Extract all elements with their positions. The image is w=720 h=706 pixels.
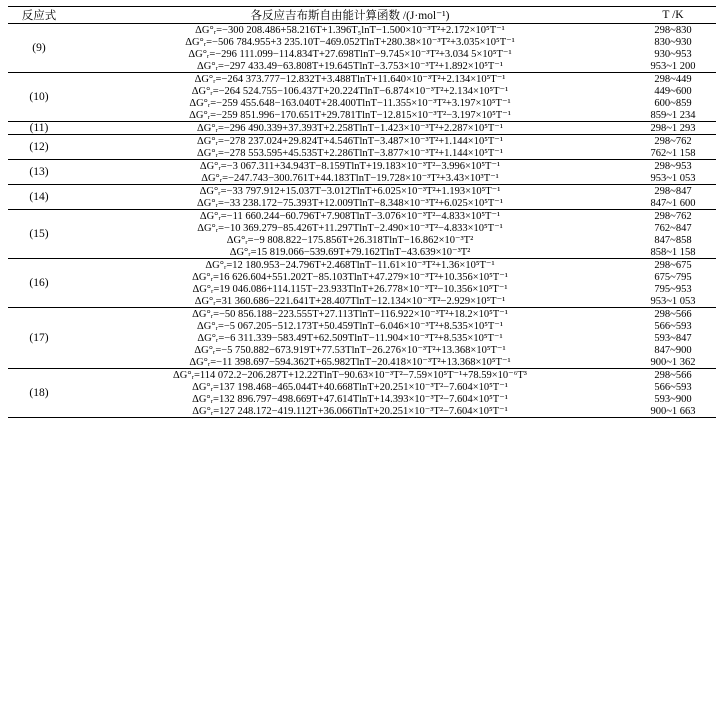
temperature-range: 675~795 [654, 271, 692, 283]
table-row [8, 85, 716, 97]
gibbs-function-expression: ΔG°ᵣ=−264 373.777−12.832T+3.488TlnT+11.640×10⁻³T²+2.134×10⁵T⁻¹ [194, 74, 506, 85]
gibbs-function-expression: ΔG°ᵣ=−259 455.648−163.040T+28.400TlnT−11.355×10⁻³T²+3.197×10⁵T⁻¹ [189, 98, 511, 109]
table-row [8, 109, 716, 122]
gibbs-function-expression: ΔG°ᵣ=127 248.172−419.112T+36.066TlnT+20.251×10⁻³T²−7.604×10⁵T⁻¹ [192, 406, 508, 417]
gibbs-function-expression: ΔG°ᵣ=19 046.086+114.115T−23.933TlnT+26.778×10⁻³T²−10.356×10⁵T⁻¹ [192, 284, 508, 295]
table-row [8, 24, 716, 37]
table-row [8, 185, 716, 198]
column-header-temperature: T /K [630, 7, 716, 24]
temperature-range: 858~1 158 [650, 246, 696, 258]
temperature-range: 900~1 362 [650, 356, 696, 368]
gibbs-function-expression: ΔG°ᵣ=114 072.2−206.287T+12.22TlnT−90.63×10⁻³T²−7.59×10⁵T⁻¹+78.59×10⁻⁶T³ [173, 370, 527, 381]
table-row [8, 97, 716, 109]
gibbs-function-expression: ΔG°ᵣ=−506 784.955+3 235.10T−469.052TlnT+280.38×10⁻³T²+3.035×10⁵T⁻¹ [185, 37, 515, 48]
temperature-range: 298~566 [654, 369, 692, 381]
temperature-range: 847~858 [654, 234, 692, 246]
temperature-range: 449~600 [654, 85, 692, 97]
table-row [8, 172, 716, 185]
reaction-number: (11) [29, 122, 49, 134]
gibbs-function-expression: ΔG°ᵣ=−296 490.339+37.393T+2.258TlnT−1.423×10⁻³T²+2.287×10⁵T⁻¹ [197, 123, 503, 134]
gibbs-function-expression: ΔG°ᵣ=−3 067.311+34.943T−8.159TlnT+19.183×10⁻³T²−3.996×10⁵T⁻¹ [199, 161, 501, 172]
gibbs-function-expression: ΔG°ᵣ=−247.743−300.761T+44.183TlnT−19.728×10⁻³T²+3.43×10³T⁻¹ [201, 173, 499, 184]
temperature-range: 593~900 [654, 393, 692, 405]
table-row [8, 222, 716, 234]
gibbs-function-expression: ΔG°ᵣ=16 626.604+551.202T−85.103TlnT+47.279×10⁻³T²+10.356×10⁵T⁻¹ [192, 272, 508, 283]
table-row [8, 147, 716, 160]
column-header-reaction: 反应式 [8, 7, 70, 24]
table-row [8, 135, 716, 148]
table-row [8, 344, 716, 356]
gibbs-function-expression: ΔG°ᵣ=−300 208.486+58.216T+1.396T₅lnT−1.500×10⁻³T²+2.172×10⁵T⁻¹ [195, 25, 505, 36]
temperature-range: 847~1 600 [650, 197, 696, 209]
table-row [8, 197, 716, 210]
temperature-range: 762~1 158 [650, 147, 696, 159]
temperature-range: 566~593 [654, 320, 692, 332]
gibbs-function-expression: ΔG°ᵣ=15 819.066−539.69T+79.162TlnT−43.639×10⁻³T² [229, 247, 471, 258]
temperature-range: 900~1 663 [650, 405, 696, 417]
temperature-range: 566~593 [654, 381, 692, 393]
reaction-number: (10) [29, 91, 49, 103]
table-row [8, 381, 716, 393]
gibbs-function-expression: ΔG°ᵣ=−10 369.279−85.426T+11.297TlnT−2.490×10⁻³T²−4.833×10⁵T⁻¹ [197, 223, 503, 234]
table-row [8, 369, 716, 382]
gibbs-function-expression: ΔG°ᵣ=−11 660.244−60.796T+7.908TlnT−3.076×10⁻³T²−4.833×10⁵T⁻¹ [199, 211, 501, 222]
table-row [8, 234, 716, 246]
table-row [8, 283, 716, 295]
table-row [8, 122, 716, 135]
table-row [8, 48, 716, 60]
temperature-range: 847~900 [654, 344, 692, 356]
gibbs-function-expression: ΔG°ᵣ=12 180.953−24.796T+2.468TlnT−11.61×10⁻³T²+1.36×10⁵T⁻¹ [205, 260, 495, 271]
table-row [8, 73, 716, 86]
table-row [8, 320, 716, 332]
temperature-range: 298~847 [654, 185, 692, 197]
gibbs-function-expression: ΔG°ᵣ=−33 238.172−75.393T+12.009TlnT−8.348×10⁻³T²+6.025×10⁵T⁻¹ [197, 198, 503, 209]
table-row [8, 405, 716, 418]
temperature-range: 830~930 [654, 36, 692, 48]
temperature-range: 298~449 [654, 73, 692, 85]
reaction-number: (16) [29, 277, 49, 289]
table-row [8, 210, 716, 223]
table-header [8, 7, 716, 24]
temperature-range: 298~566 [654, 308, 692, 320]
table-row [8, 259, 716, 272]
table-row [8, 332, 716, 344]
reaction-number: (18) [29, 387, 49, 399]
table-header-row [8, 7, 716, 24]
table-row [8, 295, 716, 308]
temperature-range: 298~830 [654, 24, 692, 36]
gibbs-function-expression: ΔG°ᵣ=31 360.686−221.641T+28.407TlnT−12.134×10⁻³T²−2.929×10⁵T⁻¹ [194, 296, 506, 307]
gibbs-function-expression: ΔG°ᵣ=−9 808.822−175.856T+26.318TlnT−16.862×10⁻³T² [226, 235, 474, 246]
table-row [8, 246, 716, 259]
temperature-range: 859~1 234 [650, 109, 696, 121]
temperature-range: 953~1 200 [650, 60, 696, 72]
reaction-number: (13) [29, 166, 49, 178]
table-row [8, 308, 716, 321]
gibbs-function-expression: ΔG°ᵣ=−5 067.205−512.173T+50.459TlnT−6.046×10⁻³T²+8.535×10⁵T⁻¹ [197, 321, 503, 332]
temperature-range: 795~953 [654, 283, 692, 295]
table-row [8, 356, 716, 369]
gibbs-function-expression: ΔG°ᵣ=−11 398.697−594.362T+65.982TlnT−20.418×10⁻³T²+13.368×10⁵T⁻¹ [189, 357, 511, 368]
column-header-function: 各反应吉布斯自由能计算函数 /(J·mol⁻¹) [70, 7, 630, 24]
gibbs-function-expression: ΔG°ᵣ=−297 433.49−63.808T+19.645TlnT−3.753×10⁻³T²+1.892×10⁵T⁻¹ [197, 61, 503, 72]
temperature-range: 298~762 [654, 210, 692, 222]
gibbs-function-expression: ΔG°ᵣ=−33 797.912+15.037T−3.012TlnT+6.025×10⁻³T²+1.193×10⁵T⁻¹ [199, 186, 501, 197]
temperature-range: 953~1 053 [650, 295, 696, 307]
gibbs-function-expression: ΔG°ᵣ=−278 553.595+45.535T+2.286TlnT−3.877×10⁻³T²+1.144×10⁵T⁻¹ [197, 148, 503, 159]
gibbs-function-expression: ΔG°ᵣ=−259 851.996−170.651T+29.781TlnT−12.815×10⁻³T²−3.197×10⁵T⁻¹ [189, 110, 511, 121]
gibbs-function-expression: ΔG°ᵣ=−5 750.882−673.919T+77.53TlnT−26.276×10⁻³T²+13.368×10⁵T⁻¹ [194, 345, 506, 356]
table-row [8, 60, 716, 73]
temperature-range: 298~953 [654, 160, 692, 172]
temperature-range: 298~675 [654, 259, 692, 271]
temperature-range: 593~847 [654, 332, 692, 344]
gibbs-function-expression: ΔG°ᵣ=−50 856.188−223.555T+27.113TlnT−116.922×10⁻³T²+18.2×10⁵T⁻¹ [192, 309, 508, 320]
temperature-range: 298~762 [654, 135, 692, 147]
table-body [8, 24, 716, 418]
table-row [8, 393, 716, 405]
reaction-number: (12) [29, 141, 49, 153]
temperature-range: 600~859 [654, 97, 692, 109]
table-row [8, 271, 716, 283]
reaction-number: (9) [32, 42, 46, 54]
temperature-range: 953~1 053 [650, 172, 696, 184]
table-row [8, 36, 716, 48]
table-row [8, 160, 716, 173]
temperature-range: 930~953 [654, 48, 692, 60]
gibbs-function-expression: ΔG°ᵣ=137 198.468−465.044T+40.668TlnT+20.251×10⁻³T²−7.604×10⁵T⁻¹ [192, 382, 508, 393]
gibbs-function-expression: ΔG°ᵣ=−296 111.099−114.834T+27.698TlnT−9.745×10⁻³T²+3.034 5×10⁵T⁻¹ [188, 49, 512, 60]
temperature-range: 762~847 [654, 222, 692, 234]
gibbs-functions-table [8, 6, 716, 418]
temperature-range: 298~1 293 [650, 122, 696, 134]
gibbs-function-expression: ΔG°ᵣ=132 896.797−498.669T+47.614TlnT+14.393×10⁻³T²−7.604×10⁵T⁻¹ [192, 394, 508, 405]
reaction-number: (17) [29, 332, 49, 344]
gibbs-function-expression: ΔG°ᵣ=−264 524.755−106.437T+20.224TlnT−6.874×10⁻³T²+2.134×10⁵T⁻¹ [191, 86, 509, 97]
gibbs-function-expression: ΔG°ᵣ=−6 311.339−583.49T+62.509TlnT−11.904×10⁻³T²+8.535×10⁵T⁻¹ [197, 333, 503, 344]
gibbs-function-expression: ΔG°ᵣ=−278 237.024+29.824T+4.546TlnT−3.487×10⁻³T²+1.144×10⁵T⁻¹ [197, 136, 503, 147]
reaction-number: (14) [29, 191, 49, 203]
reaction-number: (15) [29, 228, 49, 240]
